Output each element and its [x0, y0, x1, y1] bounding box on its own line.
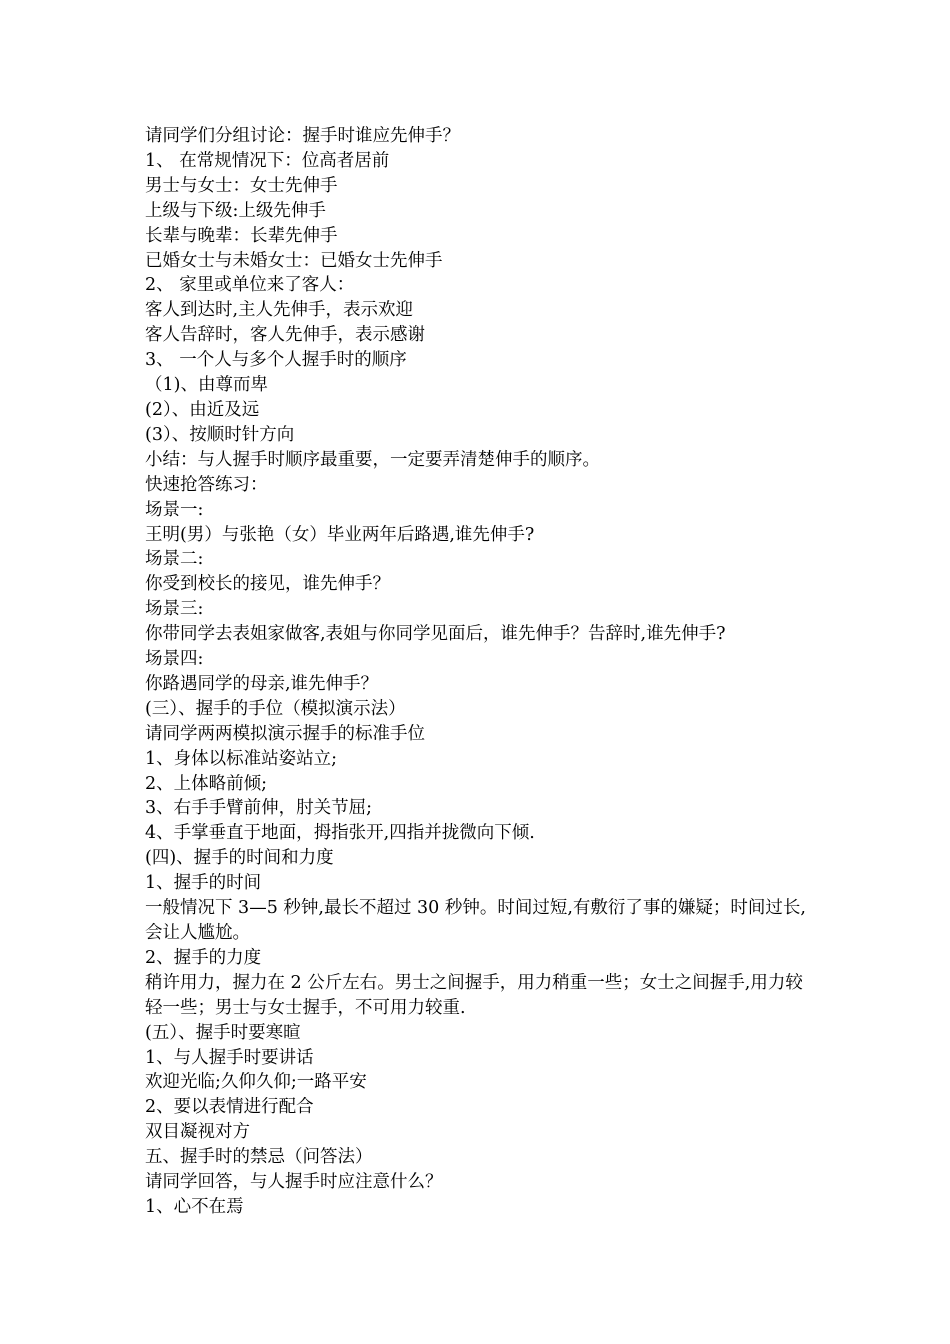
text-line: 2、要以表情进行配合 [145, 1097, 314, 1118]
point-1-heading: 1、 在常规情况下：位高者居前 [145, 150, 390, 171]
scene-label: 场景三: [145, 599, 204, 620]
scene-label: 场景一: [145, 499, 204, 520]
text-line: 上级与下级:上级先伸手 [145, 200, 326, 221]
text-line: 客人告辞时，客人先伸手，表示感谢 [145, 325, 425, 346]
scene-label: 场景四: [145, 649, 204, 670]
text-line: 请同学两两模拟演示握手的标准手位 [145, 723, 425, 744]
scene-question: 你带同学去表姐家做客,表姐与你同学见面后，谁先伸手？告辞时,谁先伸手? [145, 624, 726, 645]
paragraph: 一般情况下 3—5 秒钟,最长不超过 30 秒钟。时间过短,有敷衍了事的嫌疑；时间过长,会让人尴尬。 [145, 898, 806, 943]
section-heading: (三）、握手的手位（模拟演示法） [145, 698, 406, 719]
text-line: 3、右手手臂前伸，肘关节屈; [145, 798, 373, 819]
text-line: 客人到达时,主人先伸手，表示欢迎 [145, 300, 414, 321]
text-line: 1、心不在焉 [145, 1196, 244, 1217]
point-3-heading: 3、 一个人与多个人握手时的顺序 [145, 350, 407, 371]
scene-question: 你路遇同学的母亲,谁先伸手？ [145, 673, 379, 694]
text-line: 2、上体略前倾; [145, 773, 268, 794]
scene-label: 场景二: [145, 549, 204, 570]
text-line: 男士与女士：女士先伸手 [145, 175, 338, 196]
document-body [145, 124, 815, 1220]
text-line: (2）、由近及远 [145, 399, 260, 420]
discussion-prompt: 请同学们分组讨论：握手时谁应先伸手？ [145, 126, 460, 146]
section-heading: (五）、握手时要寒暄 [145, 1022, 301, 1043]
paragraph: 稍许用力，握力在 2 公斤左右。男士之间握手，用力稍重一些；女士之间握手,用力较轻一些；男士与女士握手，不可用力较重. [145, 972, 803, 1018]
text-line: 4、手掌垂直于地面，拇指张开,四指并拢微向下倾. [145, 823, 535, 844]
text-line: 欢迎光临;久仰久仰;一路平安 [145, 1072, 367, 1093]
scene-question: 你受到校长的接见，谁先伸手？ [145, 574, 390, 595]
text-line: 2、握手的力度 [145, 947, 262, 968]
section-heading: (四)、握手的时间和力度 [145, 848, 334, 869]
text-line: 1、与人握手时要讲话 [145, 1047, 314, 1068]
text-line: 请同学回答，与人握手时应注意什么？ [145, 1172, 443, 1193]
point-2-heading: 2、 家里或单位来了客人： [145, 275, 355, 296]
text-line: （1)、由尊而卑 [145, 375, 268, 396]
text-line: 长辈与晚辈：长辈先伸手 [145, 225, 338, 246]
text-line: 1、握手的时间 [145, 873, 262, 894]
quiz-heading: 快速抢答练习： [145, 474, 268, 495]
text-line: 双目凝视对方 [145, 1122, 250, 1143]
text-line: 已婚女士与未婚女士：已婚女士先伸手 [145, 250, 443, 271]
scene-question: 王明(男）与张艳（女）毕业两年后路遇,谁先伸手? [145, 524, 535, 545]
text-line: (3）、按顺时针方向 [145, 424, 295, 445]
section-heading: 五、握手时的禁忌（问答法） [145, 1147, 373, 1168]
summary-line: 小结：与人握手时顺序最重要，一定要弄清楚伸手的顺序。 [145, 449, 600, 470]
text-line: 1、身体以标准站姿站立; [145, 748, 338, 769]
